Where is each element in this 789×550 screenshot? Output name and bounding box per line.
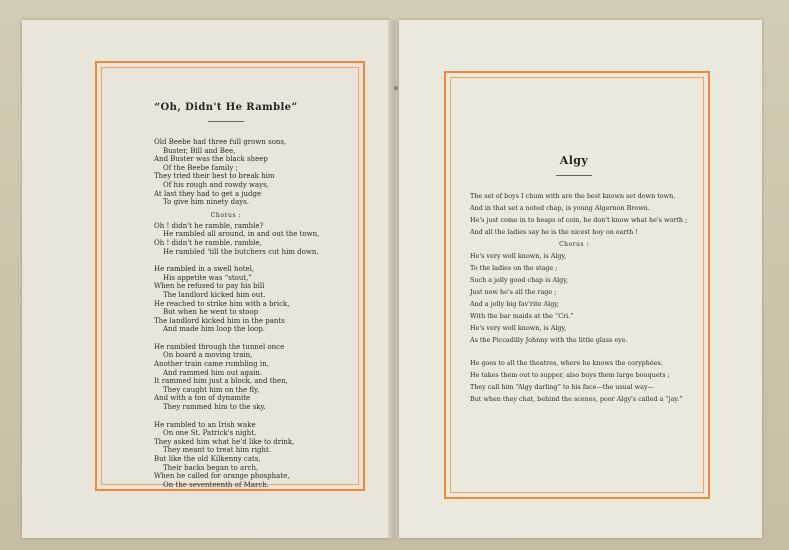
poem-line: Their backs began to arch,: [163, 463, 259, 472]
chorus-verse: [104, 222, 348, 256]
poem-line: Just now he's all the rage ;: [470, 288, 557, 296]
poem-line: They rammed him to the sky.: [163, 403, 266, 412]
poem-line: As the Piccadilly Johnny with the little glass eye.: [470, 336, 628, 344]
verse-1: [104, 138, 348, 207]
poem-line: And made him loop the loop.: [163, 325, 265, 334]
poem-line: He rambled 'till the butchers cut him down.: [163, 247, 319, 256]
poem-line: He rambled all around, in and out the town,: [163, 230, 320, 239]
chorus-label: Chorus :: [559, 241, 589, 248]
verse-2: [104, 265, 348, 334]
verse-2: [453, 357, 695, 405]
poem-line: The set of boys I chum with are the best known set down town,: [470, 192, 676, 200]
poem-line: On one St. Patrick's night,: [163, 429, 257, 438]
poem-line: He's very well known, is Algy,: [470, 252, 567, 260]
right-page-content: [453, 80, 695, 405]
poem-line: He's very well known, is Algy,: [470, 324, 567, 332]
poem-line: He goes to all the theatres, where he knows the coryphées.: [470, 359, 663, 367]
chorus-verse: [453, 250, 695, 346]
poem-line: Oh ! didn't he ramble, ramble?: [154, 221, 264, 230]
poem-line: He rambled in a swell hotel,: [154, 265, 255, 274]
poem-line: With the bar maids at the “Cri.”: [470, 312, 574, 320]
poem-line: And rammed him out again.: [163, 368, 263, 377]
poem-line: And a jolly big fav'rite Algy,: [470, 300, 560, 308]
poem-line: On the seventeenth of March.: [163, 480, 270, 489]
poem-line: They tried their best to break him: [154, 172, 275, 181]
verse-1: [453, 190, 695, 238]
verse-3: [104, 343, 348, 412]
poem-line: But like the old Kilkenny cats,: [154, 455, 261, 463]
poem-line: And Buster was the black sheep: [154, 155, 268, 164]
poem-line: Such a jolly good chap is Algy,: [470, 276, 569, 284]
poem-line: They meant to treat him right.: [163, 446, 271, 455]
poem-line: The landlord kicked him out.: [163, 290, 266, 299]
poem-line: Oh ! didn't he ramble, ramble,: [154, 238, 262, 247]
left-page-content: [104, 70, 348, 489]
poem-line: Of the Beebe family ;: [163, 163, 238, 172]
poem-line: He rambled to an Irish wake: [154, 420, 256, 429]
poem-line: And all the ladies say he is the nicest boy on earth !: [470, 228, 638, 236]
poem-line: His appetite was “stout,”: [163, 273, 252, 282]
poem-line: But when he went to stoop: [163, 308, 259, 317]
poem-line: And with a ton of dynamite: [154, 394, 251, 403]
poem-line: He takes them out to supper, also buys them large bouquets ;: [470, 371, 670, 379]
song-title-algy: Algy: [559, 154, 589, 167]
poem-line: Another train came rumbling in,: [154, 360, 269, 369]
poem-line: He's just come in to heaps of coin, he don't know what he's worth ;: [470, 216, 688, 224]
song-title-ramble: “Oh, Didn't He Ramble”: [154, 102, 298, 113]
poem-line: They asked him what he'd like to drink,: [154, 437, 295, 446]
poem-line: They call him “Algy darling” to his face—the usual way—: [470, 383, 654, 391]
poem-line: He reached to strike him with a brick,: [154, 299, 290, 308]
verse-4: [104, 421, 348, 490]
poem-line: They caught him on the fly,: [163, 385, 260, 394]
poem-line: On board a moving train,: [163, 351, 253, 360]
poem-line: Buster, Bill and Bee,: [163, 146, 236, 155]
poem-line: But when they chat, behind the scenes, poor Algy's called a “jay.”: [470, 395, 683, 403]
poem-line: To give him ninety days.: [163, 198, 250, 207]
poem-line: Old Beebe had three full grown sons,: [154, 138, 287, 146]
poem-line: The landlord kicked him in the pants: [154, 316, 285, 325]
poem-line: Of his rough and rowdy ways,: [163, 180, 269, 189]
binding-mark: [394, 86, 398, 90]
poem-line: When he refused to pay his bill: [154, 282, 265, 291]
poem-line: It rammed him just a block, and then,: [154, 377, 288, 386]
poem-line: He rambled through the tunnel once: [154, 342, 285, 351]
poem-line: And in that set a noted chap, is young Algernon Brown.: [470, 204, 650, 212]
poem-line: When he called for orange phosphate,: [154, 472, 290, 481]
poem-line: To the ladies on the stage ;: [470, 264, 558, 272]
poem-line: At last they had to get a judge: [154, 189, 262, 198]
chorus-label: Chorus :: [210, 211, 242, 219]
